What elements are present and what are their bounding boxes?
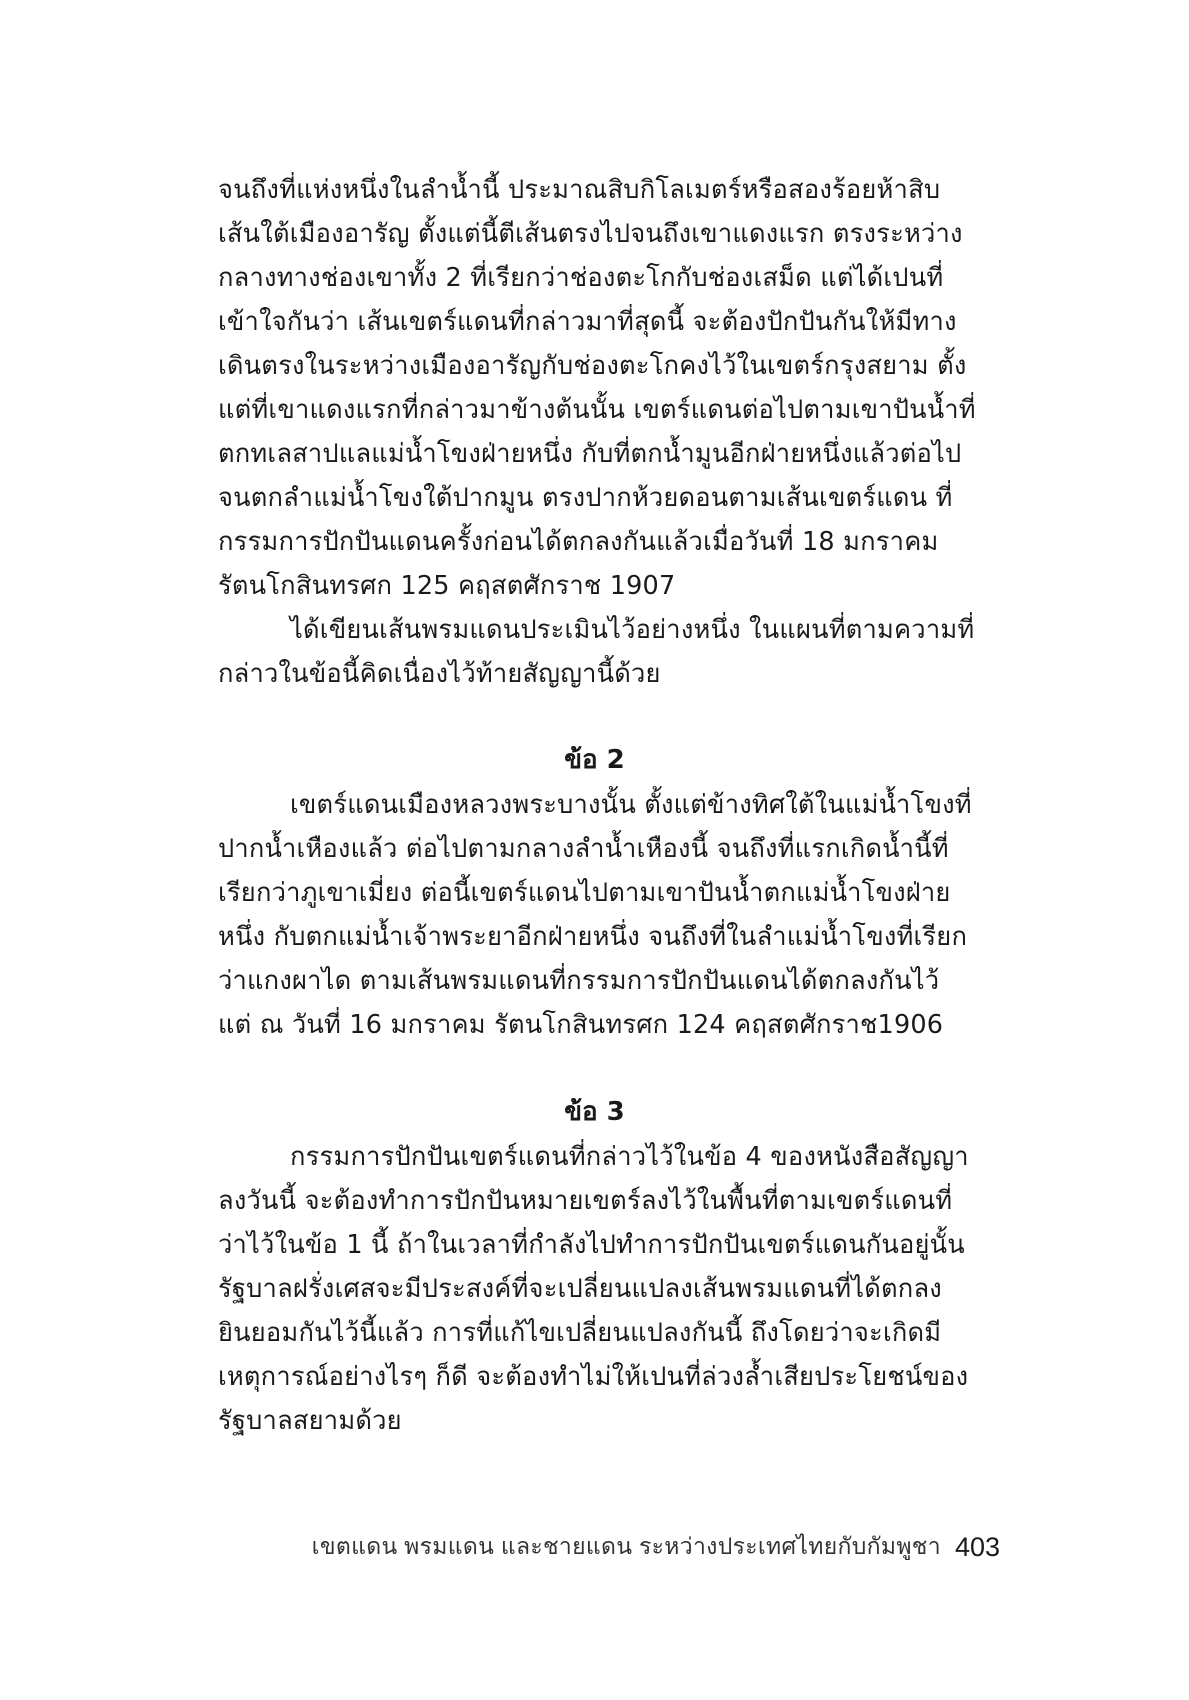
body-line: เหตุการณ์อย่างไรๆ ก็ดี จะต้องทำไม่ให้เปนที่ล่วงล้ำเสียประโยชน์ของ	[218, 1362, 969, 1392]
page-footer	[311, 1525, 1000, 1569]
body-line: จนตกลำแม่น้ำโขงใต้ปากมูน ตรงปากห้วยดอนตามเส้นเขตร์แดน ที่	[218, 483, 953, 513]
body-line: เข้าใจกันว่า เส้นเขตร์แดนที่กล่าวมาที่สุดนี้ จะต้องปักปันกันให้มีทาง	[218, 307, 957, 337]
body-line: รัตนโกสินทรศก 125 คฤสตศักราช 1907	[218, 571, 676, 601]
body-line: ว่าไว้ในข้อ 1 นี้ ถ้าในเวลาที่กำลังไปทำการปักปันเขตร์แดนกันอยู่นั้น	[218, 1230, 965, 1260]
body-line: กรรมการปักปันแดนครั้งก่อนได้ตกลงกันแล้วเมื่อวันที่ 18 มกราคม	[218, 527, 939, 557]
paragraph-first-line: กรรมการปักปันเขตร์แดนที่กล่าวไว้ในข้อ 4 ของหนังสือสัญญา	[290, 1142, 969, 1172]
body-line: รัฐบาลสยามด้วย	[218, 1406, 402, 1436]
body-line: เส้นใต้เมืองอารัญ ตั้งแต่นี้ตีเส้นตรงไปจนถึงเขาแดงแรก ตรงระหว่าง	[218, 219, 963, 249]
paragraph-first-line: เขตร์แดนเมืองหลวงพระบางนั้น ตั้งแต่ข้างทิศใต้ในแม่น้ำโขงที่	[290, 790, 972, 820]
body-line: เดินตรงในระหว่างเมืองอารัญกับช่องตะโกคงไว้ในเขตร์กรุงสยาม ตั้ง	[218, 351, 967, 381]
paragraph-first-line: ได้เขียนเส้นพรมแดนประเมินไว้อย่างหนึ่ง ในแผนที่ตามความที่	[290, 615, 975, 645]
article-heading: ข้อ 2	[564, 745, 625, 775]
body-line: ปากน้ำเหืองแล้ว ต่อไปตามกลางลำน้ำเหืองนี้ จนถึงที่แรกเกิดน้ำนี้ที่	[218, 834, 949, 864]
body-line: รัฐบาลฝรั่งเศสจะมีประสงค์ที่จะเปลี่ยนแปลงเส้นพรมแดนที่ได้ตกลง	[218, 1274, 942, 1304]
body-line: แต่ ณ วันที่ 16 มกราคม รัตนโกสินทรศก 124 คฤสตศักราช1906	[218, 1010, 944, 1040]
body-line: ว่าแกงผาได ตามเส้นพรมแดนที่กรรมการปักปันแดนได้ตกลงกันไว้	[218, 966, 940, 996]
article-heading: ข้อ 3	[564, 1097, 625, 1127]
body-line: จนถึงที่แห่งหนึ่งในลำน้ำนี้ ประมาณสิบกิโลเมตร์หรือสองร้อยห้าสิบ	[218, 175, 941, 205]
body-line: เรียกว่าภูเขาเมี่ยง ต่อนี้เขตร์แดนไปตามเขาปันน้ำตกแม่น้ำโขงฝ่าย	[218, 878, 951, 908]
running-title: เขตแดน พรมแดน และชายแดน ระหว่างประเทศไทยกับกัมพูชา	[311, 1533, 941, 1559]
body-line: แต่ที่เขาแดงแรกที่กล่าวมาข้างต้นนั้น เขตร์แดนต่อไปตามเขาปันน้ำที่	[218, 395, 976, 425]
body-line: ลงวันนี้ จะต้องทำการปักปันหมายเขตร์ลงไว้ในพื้นที่ตามเขตร์แดนที่	[218, 1186, 953, 1216]
body-line: หนึ่ง กับตกแม่น้ำเจ้าพระยาอีกฝ่ายหนึ่ง จนถึงที่ในลำแม่น้ำโขงที่เรียก	[218, 922, 968, 952]
body-line: ยินยอมกันไว้นี้แล้ว การที่แก้ไขเปลี่ยนแปลงกันนี้ ถึงโดยว่าจะเกิดมี	[218, 1318, 942, 1348]
body-line: ตกทเลสาปแลแม่น้ำโขงฝ่ายหนึ่ง กับที่ตกน้ำมูนอีกฝ่ายหนึ่งแล้วต่อไป	[218, 439, 962, 469]
body-line: กล่าวในข้อนี้คิดเนื่องไว้ท้ายสัญญานี้ด้วย	[218, 659, 661, 689]
page-number: 403	[954, 1531, 1000, 1562]
body-line: กลางทางช่องเขาทั้ง 2 ที่เรียกว่าช่องตะโกกับช่องเสม็ด แต่ได้เปนที่	[218, 263, 944, 293]
